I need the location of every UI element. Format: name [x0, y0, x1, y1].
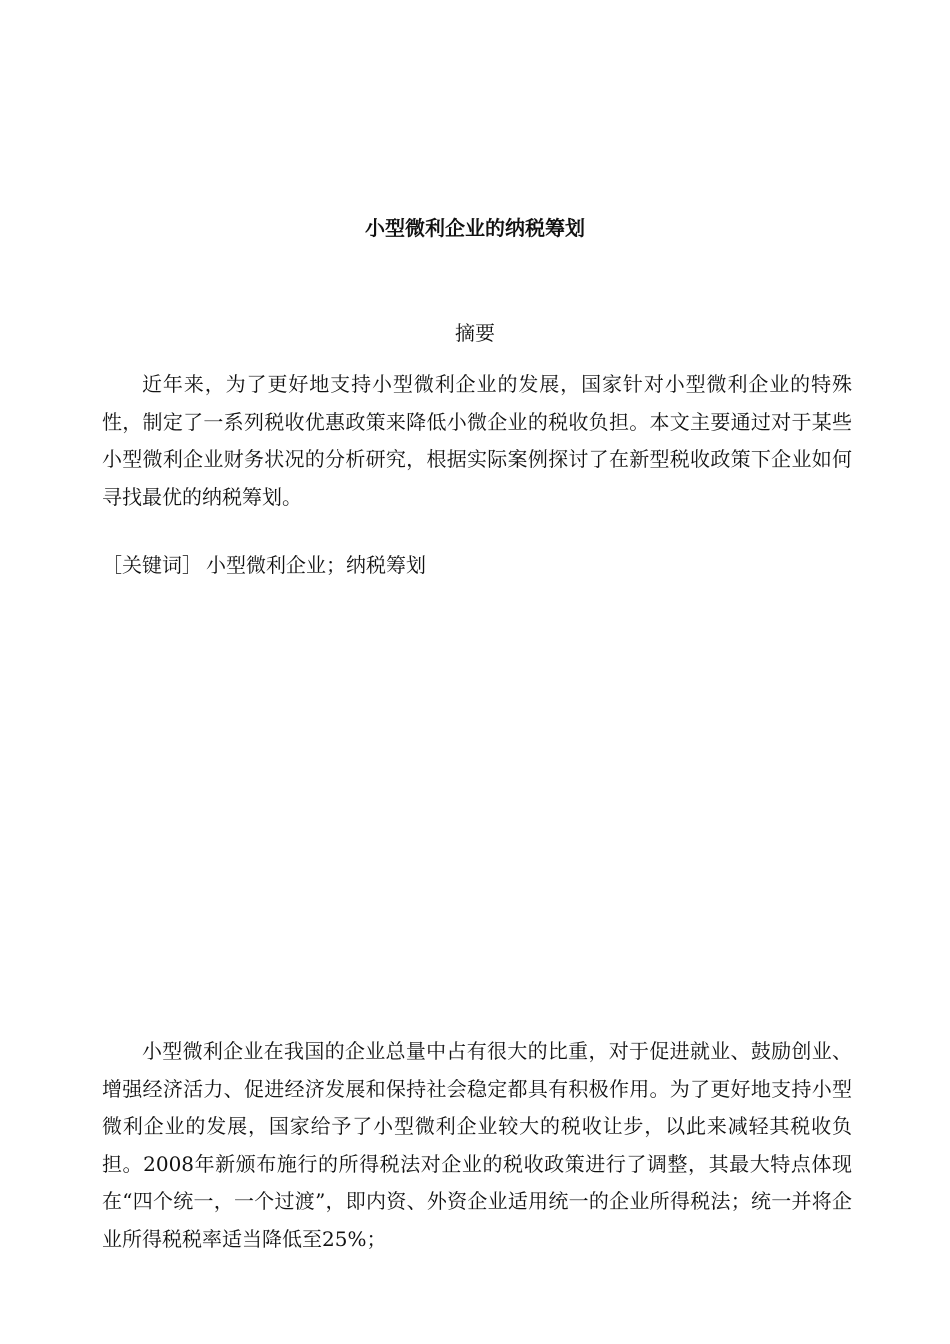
abstract-paragraph: 近年来，为了更好地支持小型微利企业的发展，国家针对小型微利企业的特殊性，制定了一系列税收优惠政策来降低小微企业的税收负担。本文主要通过对于某些小型微利企业财务状况的分析研究，根据实际案例探讨了在新型税收政策下企业如何寻找最优的纳税筹划。 [102, 372, 852, 509]
document-title: 小型微利企业的纳税筹划 [365, 216, 585, 240]
keywords-label: ［关键词］ [102, 553, 202, 577]
keywords-text: 小型微利企业；纳税筹划 [206, 553, 426, 577]
keywords-line [102, 549, 852, 581]
abstract-heading: 摘要 [455, 321, 495, 345]
body-paragraph: 小型微利企业在我国的企业总量中占有很大的比重，对于促进就业、鼓励创业、增强经济活力、促进经济发展和保持社会稳定都具有积极作用。为了更好地支持小型微利企业的发展，国家给予了小型微利企业较大的税收让步，以此来减轻其税收负担。2008年新颁布施行的所得税法对企业的税收政策进行了调整，其最大特点体现在“四个统一，一个过渡”，即内资、外资企业适用统一的企业所得税法；统一并将企业所得税税率适当降低至25%； [102, 1039, 852, 1251]
